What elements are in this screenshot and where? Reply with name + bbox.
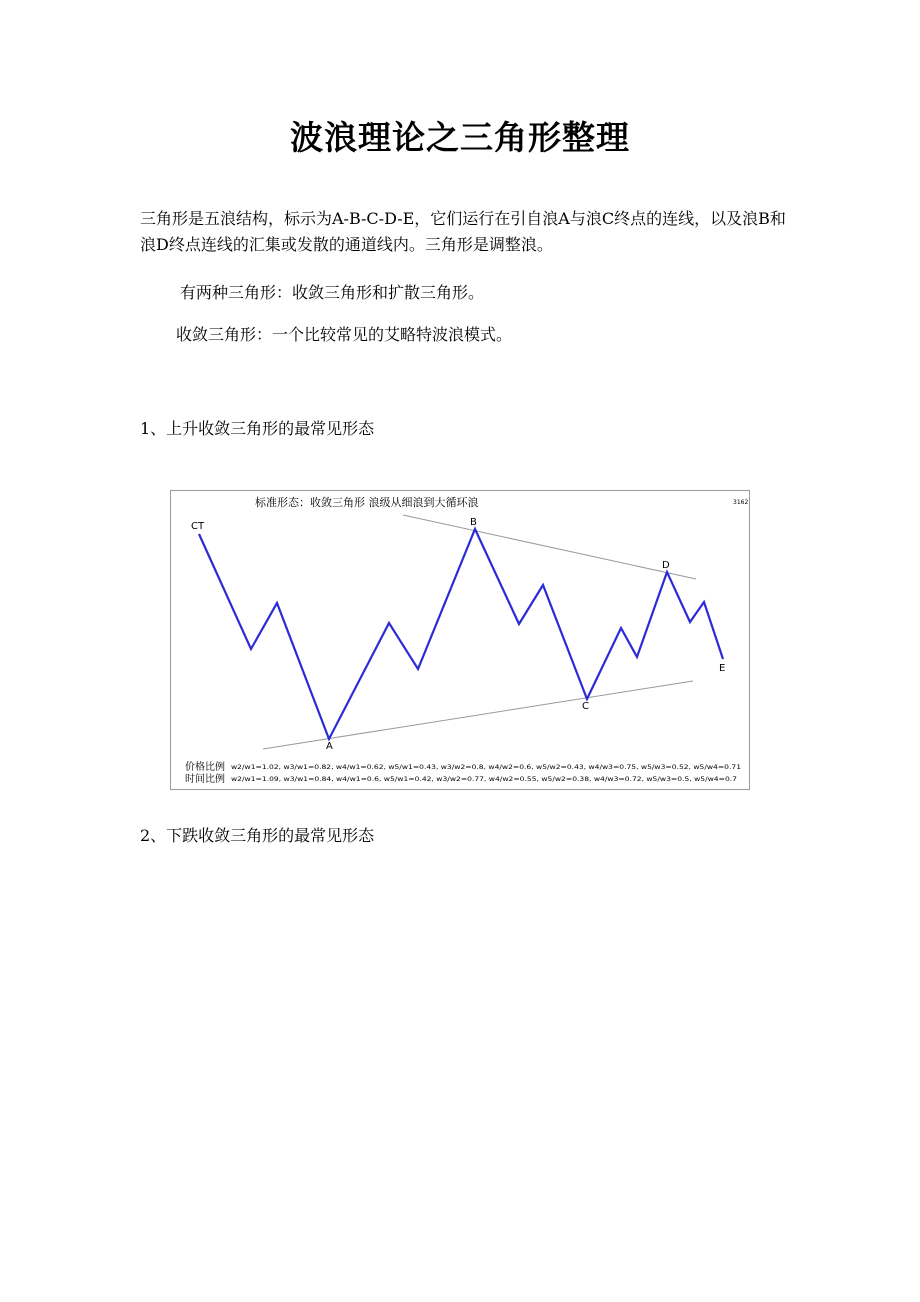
wave-diagram — [171, 491, 751, 791]
intro-paragraph: 三角形是五浪结构，标示为A-B-C-D-E，它们运行在引自浪A与浪C终点的连线，以及浪B和浪D终点连线的汇集或发散的通道线内。三角形是调整浪。 — [140, 209, 786, 254]
lower-trendline — [263, 681, 693, 749]
triangle-types-paragraph: 有两种三角形：收敛三角形和扩散三角形。 — [180, 283, 485, 302]
wave-label-a: A — [326, 741, 333, 752]
figure-corner-number: 3162 — [733, 499, 749, 506]
page-title: 波浪理论之三角形整理 — [290, 118, 630, 157]
rising-contracting-triangle-figure — [170, 490, 750, 790]
wave-label-c: C — [582, 701, 589, 712]
price-ratio-label: 价格比例 — [185, 762, 225, 773]
wave-label-d: D — [662, 560, 670, 571]
section-heading-rising-triangle: 1、上升收敛三角形的最常见形态 — [140, 419, 375, 438]
section-heading-falling-triangle: 2、下跌收敛三角形的最常见形态 — [140, 826, 375, 845]
time-ratios-text: w2/w1=1.09, w3/w1=0.84, w4/w1=0.6, w5/w1=0.42, w3/w2=0.77, w4/w2=0.55, w5/w2=0.38, w4/w3=0.72, w5/w3=0.5, w5/w4=0.7 — [231, 776, 737, 783]
time-ratio-label: 时间比例 — [185, 774, 225, 785]
contracting-triangle-paragraph: 收敛三角形：一个比较常见的艾略特波浪模式。 — [176, 325, 513, 344]
wave-label-b: B — [470, 517, 477, 528]
price-ratios-text: w2/w1=1.02, w3/w1=0.82, w4/w1=0.62, w5/w1=0.43, w3/w2=0.8, w4/w2=0.6, w5/w2=0.43, w4/w3=0.75, w5/w3=0.52, w5/w4=0.71 — [231, 764, 741, 771]
upper-trendline — [403, 515, 696, 579]
wave-path — [199, 529, 726, 739]
wave-label-e: E — [719, 663, 726, 674]
figure-header: 标准形态：收敛三角形 浪级从细浪到大循环浪 — [255, 496, 479, 509]
wave-label-ct: CT — [191, 521, 205, 532]
